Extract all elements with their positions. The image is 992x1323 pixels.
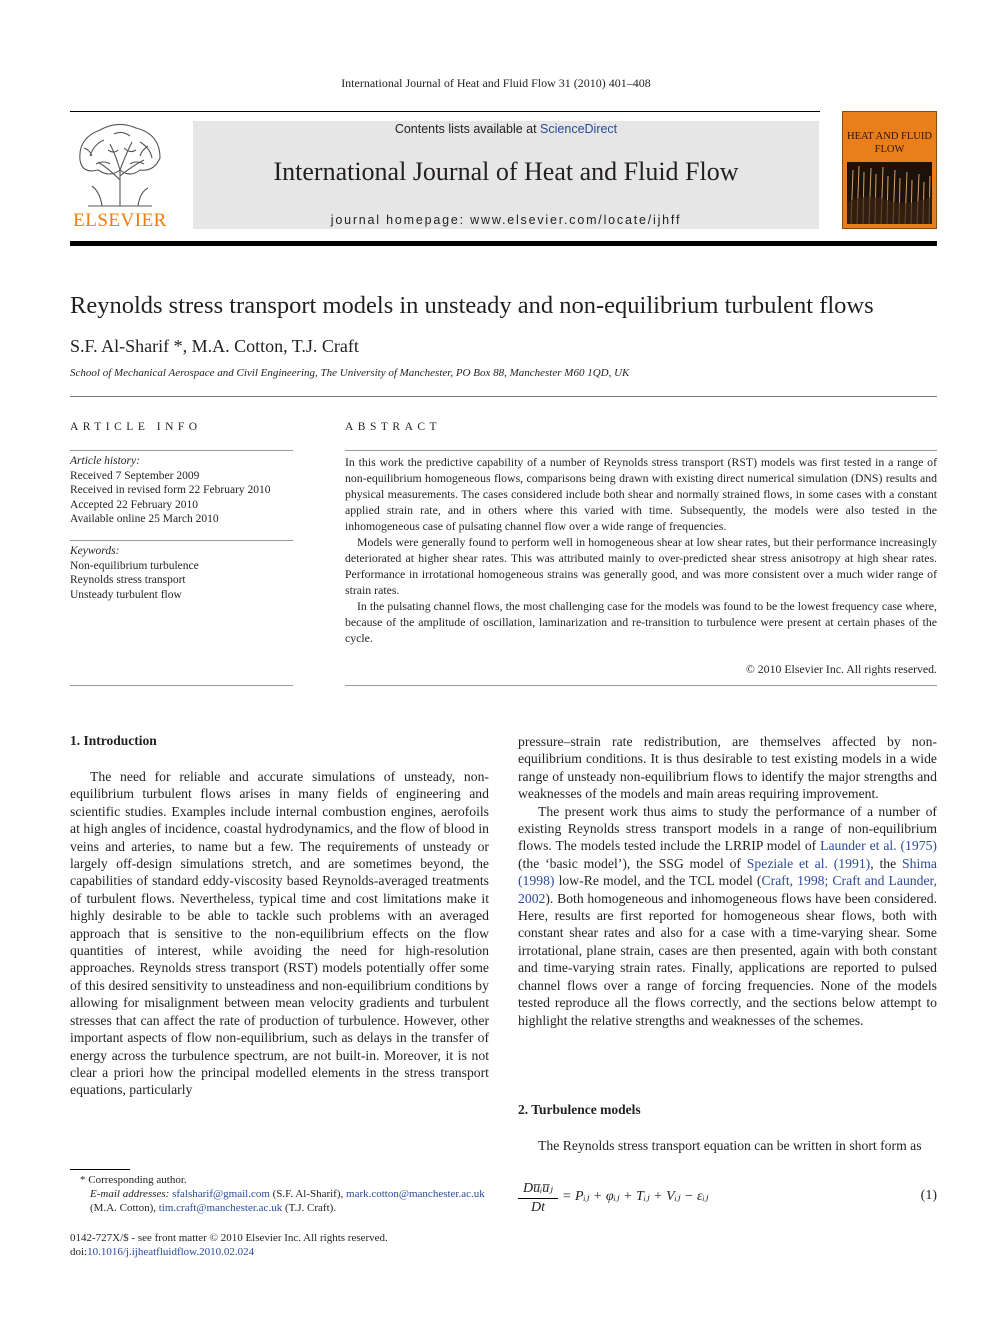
cover-title: HEAT AND FLUID FLOW: [847, 131, 932, 155]
history-received: Received 7 September 2009: [70, 469, 200, 482]
body-text: (the ‘basic model’), the SSG model of: [518, 855, 747, 871]
journal-cover[interactable]: [842, 111, 937, 229]
turbulence-models-paragraph: The Reynolds stress transport equation can be written in short form as: [538, 1138, 922, 1153]
email-link-craft[interactable]: tim.craft@manchester.ac.uk: [158, 1202, 283, 1214]
keyword-item: Unsteady turbulent flow: [70, 588, 182, 601]
footnote-rule: [70, 1169, 130, 1170]
equation-rhs: = Pᵢⱼ + φᵢⱼ + Tᵢⱼ + Vᵢⱼ − εᵢⱼ: [562, 1189, 709, 1204]
history-online: Available online 25 March 2010: [70, 513, 219, 525]
email-addresses: [70, 1187, 490, 1215]
keyword-item: Non-equilibrium turbulence: [70, 559, 199, 572]
journal-name: International Journal of Heat and Fluid Flow: [273, 157, 739, 186]
section-heading-introduction: 1. Introduction: [70, 733, 157, 748]
reference-link-craft-1998-2002[interactable]: Craft, 1998; Craft and Launder, 2002: [518, 873, 937, 906]
section-heading-turbulence-models: 2. Turbulence models: [518, 1102, 641, 1117]
corresponding-author-note: * Corresponding author.: [80, 1174, 187, 1186]
article-history-label: Article history:: [70, 455, 140, 467]
keyword-item: Reynolds stress transport: [70, 574, 186, 586]
abstract-body: [345, 454, 937, 646]
intro-continuation-paragraph: pressure–strain rate redistribution, are themselves affected by non-equilibrium conditions. It is thus desirable to test existing models in a wide range of unsteady non-equilibrium flows to identify the major strengths and weaknesses of the models and main areas requiring improvement.: [518, 734, 937, 802]
elsevier-logo[interactable]: [70, 120, 170, 232]
cover-flow-image-icon: [847, 162, 932, 224]
sciencedirect-link[interactable]: ScienceDirect: [540, 122, 618, 136]
article-history: [70, 454, 300, 527]
abstract-bottom-rule: [345, 685, 937, 686]
email-owner: (S.F. Al-Sharif),: [269, 1188, 347, 1200]
keywords-label: Keywords:: [70, 545, 120, 557]
history-revised: Received in revised form 22 February 2010: [70, 484, 271, 496]
equation-numerator: Du̅ᵢu̅ⱼ: [518, 1180, 558, 1199]
doi-line: [70, 1245, 490, 1259]
masthead-rule: [70, 241, 937, 246]
body-text: ). Both homogeneous and inhomogeneous flows have been considered. Here, results are first reported for homogeneous shear flows, both with constant shear rates and also for a case with a time-varying shear. Some irrotational, plane strain, cases are then presented, again with both constant and time-varying strain rates. Finally, applications are reported to pulsed channel flows over a range of forcing frequencies. None of the models tested reproduce all the flows correctly, and the sections below attempt to highlight the relative strengths and weaknesses of the schemes.: [518, 890, 937, 1028]
journal-banner: [193, 121, 819, 229]
left-column: [70, 768, 489, 1099]
present-work-paragraph: [518, 803, 937, 1029]
article-info-rule: [70, 450, 293, 451]
email-label: E-mail addresses:: [90, 1188, 173, 1200]
abstract-copyright: © 2010 Elsevier Inc. All rights reserved.: [745, 662, 937, 676]
email-link-al-sharif[interactable]: sfalsharif@gmail.com: [172, 1188, 270, 1200]
abstract-paragraph: In the pulsating channel flows, the most challenging case for the models was found to be the lowest frequency case where, because of the amplitude of oscillation, laminarization and re-transition to turbulence were present at certain phases of the cycle.: [345, 599, 937, 645]
contents-prefix: Contents lists available at: [394, 122, 541, 136]
equation-denominator: Dt: [531, 1200, 545, 1215]
equation-number: (1): [920, 1188, 937, 1203]
abstract-paragraph: In this work the predictive capability of a number of Reynolds stress transport (RST) models was first tested in a range of non-equilibrium homogeneous flows, comparisons being drawn with existing direct numerical simulation (DNS) results and physical measurements. The cases considered include both shear and normally strained flows, in some cases with a constant applied strain rate, and in others where this varied with time. Subsequently, the models were also tested in the inhomogeneous case of pulsating channel flow over a wide range of frequencies.: [345, 455, 937, 533]
equation-1: [518, 1180, 937, 1216]
doi-link[interactable]: 10.1016/j.ijheatfluidflow.2010.02.024: [87, 1246, 255, 1258]
author-list: S.F. Al-Sharif *, M.A. Cotton, T.J. Craft: [70, 336, 359, 356]
affiliation: School of Mechanical Aerospace and Civil Engineering, The University of Manchester, PO Box 88, Manchester M60 1QD, UK: [70, 367, 630, 379]
contents-line: [193, 122, 819, 136]
article-info-bottom-rule: [70, 685, 293, 686]
footnote: [70, 1173, 490, 1215]
email-owner: (M.A. Cotton),: [90, 1202, 159, 1214]
history-accepted: Accepted 22 February 2010: [70, 498, 199, 511]
article-info-heading: ARTICLE INFO: [70, 421, 202, 433]
top-rule: [70, 111, 820, 112]
article-title: Reynolds stress transport models in unsteady and non-equilibrium turbulent flows: [70, 292, 874, 319]
body-text: low-Re model, and the TCL model (: [554, 873, 762, 889]
equation-fraction: [518, 1180, 558, 1216]
journal-homepage-link[interactable]: journal homepage: www.elsevier.com/locate/ijhff: [330, 213, 682, 227]
abstract-paragraph: Models were generally found to perform well in homogeneous shear at low shear rates, but their performance increasingly deteriorated at higher shear rates. This was attributed mainly to over-predicted shear stress anisotropy at high shear rates. Performance in irrotational homogeneous strains was generally good, and was more consistent over a much wider range of strain rates.: [345, 535, 937, 597]
intro-paragraph: The need for reliable and accurate simulations of unsteady, non-equilibrium turbulent flows arises in many fields of engineering and scientific studies. Examples include internal combustion engines, aerofoils at high angles of incidence, coastal hydrodynamics, and the flow of blood in veins and arteries, to name but a few. The requirements of unsteady or largely off-design simulations stretch, and are sometimes beyond, the capabilities of standard eddy-viscosity based Reynolds-averaged treatments of turbulent flows. Nevertheless, typical time and cost limitations make it highly desirable to be able to tackle such problems with an averaged approach that is sensitive to the non-equilibrium effects on the flow quantities of interest, while avoiding the need for high-resolution approaches. Reynolds stress transport (RST) models potentially offer some of this desired sensitivity to unsteadiness and non-equilibrium conditions by allowing for misalignment between mean velocity gradients and turbulent stresses that can affect the rate of production of turbulence. However, other important aspects of flow non-equilibrium, such as delays in the transfer of energy across the turbulence spectrum, are not built-in. Moreover, it is not clear a priori how the principal modelled elements in the stress transport equations, particularly: [70, 769, 489, 1098]
body-text: , the: [870, 855, 902, 871]
email-owner: (T.J. Craft).: [282, 1202, 337, 1214]
reference-link-speziale-1991[interactable]: Speziale et al. (1991): [746, 855, 871, 871]
header-divider: [70, 396, 937, 397]
running-head: International Journal of Heat and Fluid Flow 31 (2010) 401–408: [341, 76, 651, 90]
abstract-rule: [345, 450, 937, 451]
elsevier-wordmark: ELSEVIER: [73, 210, 167, 231]
front-matter: [70, 1231, 490, 1259]
reference-link-shima-1998[interactable]: Shima (1998): [518, 855, 937, 889]
body-text: The present work thus aims to study the performance of a number of existing Reynolds stress transport models in a range of non-equilibrium flows. The models tested include the LRRIP model of: [518, 803, 937, 854]
reference-link-launder-1975[interactable]: Launder et al. (1975): [820, 838, 937, 854]
right-column: [518, 733, 937, 1029]
elsevier-tree-icon: [70, 120, 170, 208]
doi-label: doi:: [70, 1246, 88, 1258]
turbulence-models-text: [518, 1137, 937, 1154]
keywords-rule: [70, 540, 293, 541]
email-link-cotton[interactable]: mark.cotton@manchester.ac.uk: [346, 1188, 485, 1200]
keywords-block: [70, 544, 300, 602]
abstract-heading: ABSTRACT: [345, 421, 442, 433]
issn-line: 0142-727X/$ - see front matter © 2010 Elsevier Inc. All rights reserved.: [70, 1232, 388, 1244]
